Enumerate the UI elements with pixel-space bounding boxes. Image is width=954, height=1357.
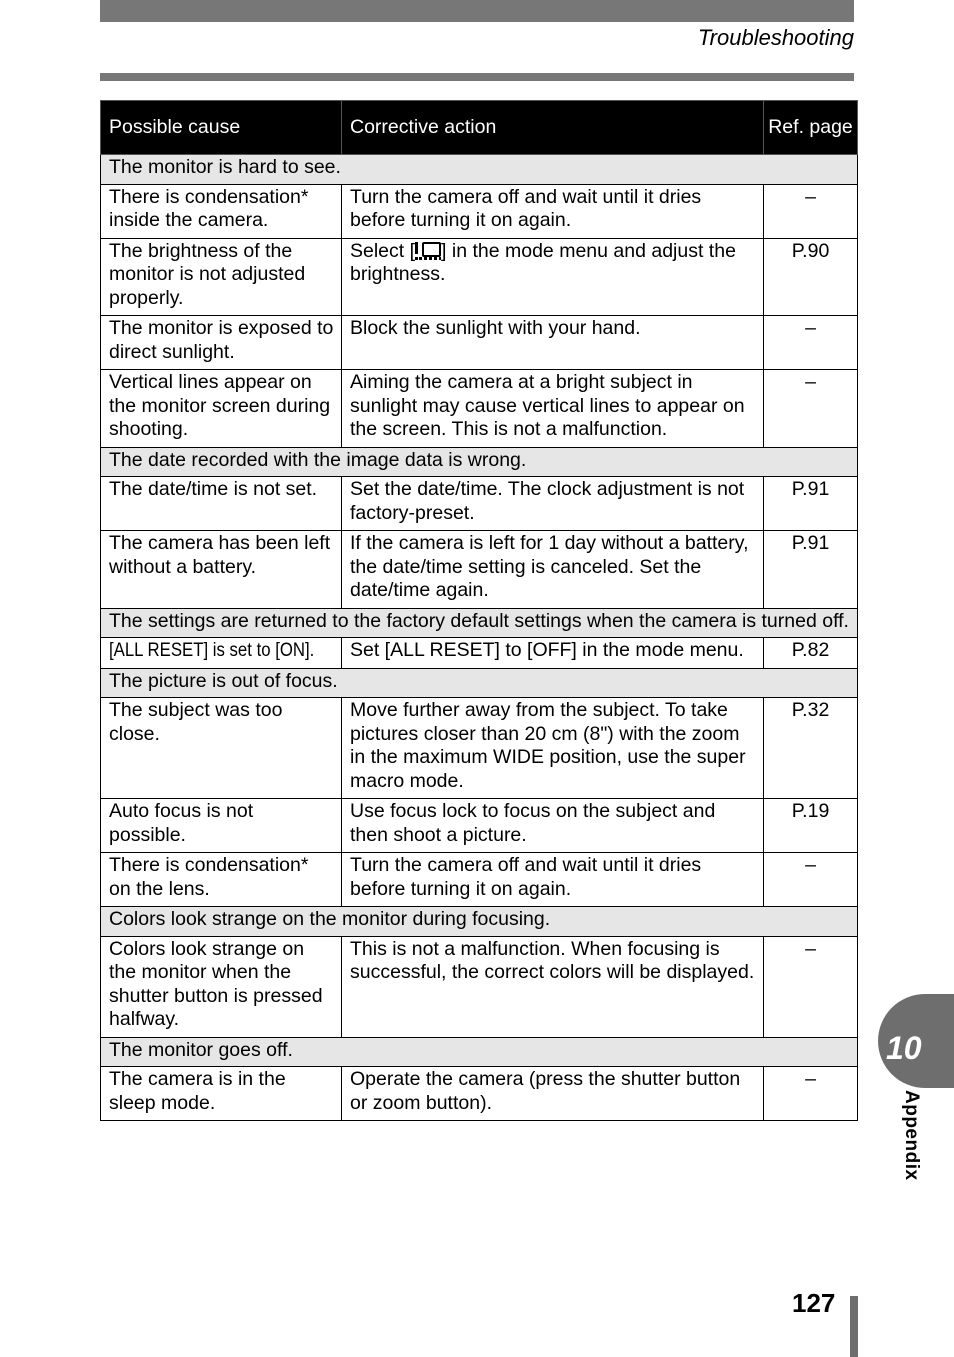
table-row <box>101 477 858 531</box>
cause-cell: Auto focus is not possible. <box>101 799 342 853</box>
action-cell: Use focus lock to focus on the subject and then shoot a picture. <box>342 799 764 853</box>
table-row <box>101 698 858 799</box>
page-number: 127 <box>792 1288 836 1318</box>
action-cell: Turn the camera off and wait until it dries before turning it on again. <box>342 184 764 238</box>
ref-cell: P.91 <box>764 531 858 609</box>
ref-cell: P.90 <box>764 238 858 316</box>
chapter-label: Appendix <box>901 1090 922 1181</box>
group-title: Colors look strange on the monitor during focusing. <box>101 907 858 937</box>
ref-cell: – <box>764 853 858 907</box>
group-title: The settings are returned to the factory default settings when the camera is turned off. <box>101 608 858 638</box>
table-row <box>101 638 858 669</box>
header-bar <box>100 0 854 22</box>
header-possible-cause: Possible cause <box>101 101 342 155</box>
action-text-pre: Select [ <box>350 239 416 262</box>
ref-cell: – <box>764 316 858 370</box>
action-text-post: ] in the mode menu and adjust the brightness. <box>350 239 736 285</box>
group-row <box>101 155 858 185</box>
monitor-brightness-icon <box>415 242 441 260</box>
table-row <box>101 316 858 370</box>
action-cell <box>342 238 764 316</box>
action-cell: Aiming the camera at a bright subject in sunlight may cause vertical lines to appear on the screen. This is not a malfunction. <box>342 370 764 448</box>
table-row <box>101 531 858 609</box>
header-corrective-action: Corrective action <box>342 101 764 155</box>
header-rule <box>100 73 854 81</box>
action-cell: Set [ALL RESET] to [OFF] in the mode menu. <box>342 638 764 669</box>
table-row <box>101 370 858 448</box>
table-row <box>101 853 858 907</box>
table-row <box>101 1067 858 1121</box>
action-cell: Turn the camera off and wait until it dries before turning it on again. <box>342 853 764 907</box>
group-row <box>101 907 858 937</box>
cause-cell: The subject was too close. <box>101 698 342 799</box>
table-row <box>101 238 858 316</box>
group-row <box>101 668 858 698</box>
ref-cell: – <box>764 1067 858 1121</box>
group-title: The picture is out of focus. <box>101 668 858 698</box>
group-title: The monitor is hard to see. <box>101 155 858 185</box>
cause-cell <box>101 638 342 669</box>
action-cell: Set the date/time. The clock adjustment is not factory-preset. <box>342 477 764 531</box>
cause-cell: The date/time is not set. <box>101 477 342 531</box>
ref-cell: – <box>764 936 858 1037</box>
chapter-number: 10 <box>886 1030 922 1066</box>
action-cell: If the camera is left for 1 day without a battery, the date/time setting is canceled. Set the date/time again. <box>342 531 764 609</box>
action-cell: Block the sunlight with your hand. <box>342 316 764 370</box>
group-row <box>101 1037 858 1067</box>
ref-cell: P.82 <box>764 638 858 669</box>
group-title: The monitor goes off. <box>101 1037 858 1067</box>
ref-cell: – <box>764 184 858 238</box>
cause-cell: Colors look strange on the monitor when the shutter button is pressed halfway. <box>101 936 342 1037</box>
group-row <box>101 447 858 477</box>
cause-cell: The brightness of the monitor is not adjusted properly. <box>101 238 342 316</box>
cause-cell: The camera is in the sleep mode. <box>101 1067 342 1121</box>
cause-cell: There is condensation* on the lens. <box>101 853 342 907</box>
troubleshooting-table <box>100 100 858 1121</box>
table-row <box>101 936 858 1037</box>
page-number-bar <box>850 1296 858 1357</box>
cause-cell: There is condensation* inside the camera. <box>101 184 342 238</box>
cause-cell: The monitor is exposed to direct sunlight. <box>101 316 342 370</box>
ref-cell: – <box>764 370 858 448</box>
action-cell: This is not a malfunction. When focusing is successful, the correct colors will be displayed. <box>342 936 764 1037</box>
action-cell: Move further away from the subject. To take pictures closer than 20 cm (8") with the zoom in the maximum WIDE position, use the super macro mode. <box>342 698 764 799</box>
table-row <box>101 799 858 853</box>
group-row <box>101 608 858 638</box>
ref-cell: P.19 <box>764 799 858 853</box>
cause-cell: The camera has been left without a battery. <box>101 531 342 609</box>
ref-cell: P.32 <box>764 698 858 799</box>
section-title: Troubleshooting <box>697 25 854 50</box>
ref-cell: P.91 <box>764 477 858 531</box>
group-title: The date recorded with the image data is wrong. <box>101 447 858 477</box>
cause-cell: Vertical lines appear on the monitor screen during shooting. <box>101 370 342 448</box>
header-ref-page: Ref. page <box>764 101 858 155</box>
table-header-row <box>101 101 858 155</box>
table-row <box>101 184 858 238</box>
action-cell: Operate the camera (press the shutter button or zoom button). <box>342 1067 764 1121</box>
cause-text: [ALL RESET] is set to [ON]. <box>109 639 315 661</box>
